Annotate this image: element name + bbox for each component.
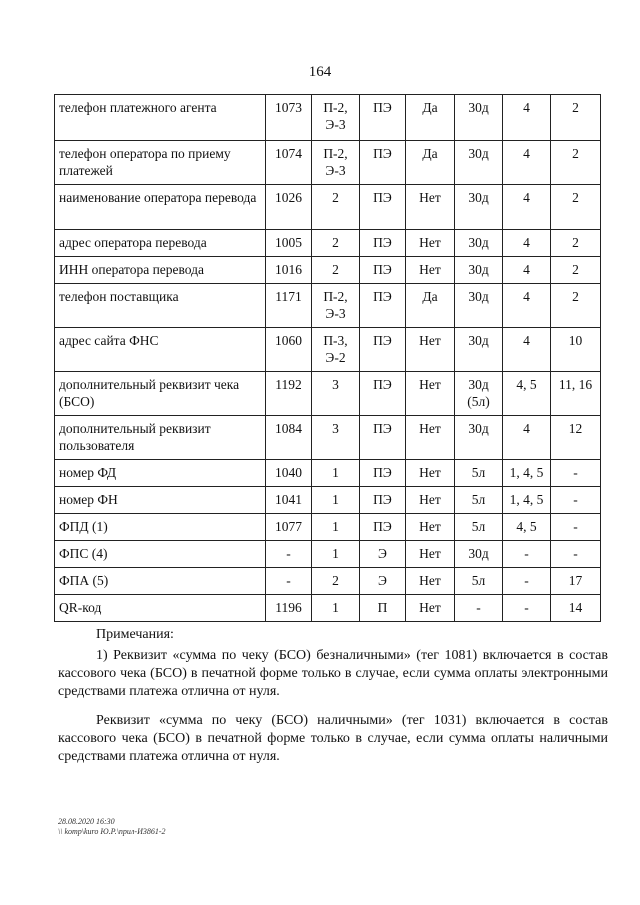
tag-cell: 1192 [266, 372, 312, 416]
note-cell: - [551, 487, 601, 514]
document-cell: 4 [503, 185, 551, 230]
format-cell: П-3, Э-2 [312, 328, 360, 372]
tag-cell: - [266, 541, 312, 568]
document-cell: 1, 4, 5 [503, 487, 551, 514]
note-cell: 10 [551, 328, 601, 372]
note-cell: 14 [551, 595, 601, 622]
mandatory-cell: Нет [406, 416, 455, 460]
note-cell: - [551, 514, 601, 541]
table-row [55, 372, 601, 416]
tag-cell: 1016 [266, 257, 312, 284]
document-cell: 4 [503, 416, 551, 460]
tag-cell: 1073 [266, 95, 312, 141]
footer-path: \\ komp\kuro Ю.Р.\прил-И3861-2 [58, 827, 166, 836]
format-cell: 1 [312, 514, 360, 541]
format-cell: 1 [312, 487, 360, 514]
table-row [55, 416, 601, 460]
name-cell: ФПА (5) [55, 568, 266, 595]
tag-cell: 1077 [266, 514, 312, 541]
mandatory-cell: Нет [406, 372, 455, 416]
table-row [55, 95, 601, 141]
form-cell: ПЭ [360, 95, 406, 141]
tag-cell: 1041 [266, 487, 312, 514]
note-cell: 2 [551, 95, 601, 141]
period-cell: 30д [455, 141, 503, 185]
format-cell: 3 [312, 416, 360, 460]
mandatory-cell: Нет [406, 185, 455, 230]
form-cell: ПЭ [360, 257, 406, 284]
note-cell: 2 [551, 257, 601, 284]
table-row [55, 284, 601, 328]
tag-cell: - [266, 568, 312, 595]
note-paragraph-2: Реквизит «сумма по чеку (БСО) наличными» (тег 1031) включается в состав кассового чека (БСО) в печатной форме только в случае, если сумма оплаты наличными средствами платежа отлична от нуля. [58, 713, 608, 764]
note-cell: 2 [551, 141, 601, 185]
mandatory-cell: Нет [406, 257, 455, 284]
name-cell: адрес сайта ФНС [55, 328, 266, 372]
name-cell: QR-код [55, 595, 266, 622]
format-cell: 2 [312, 230, 360, 257]
table-row [55, 185, 601, 230]
format-cell: 2 [312, 185, 360, 230]
form-cell: ПЭ [360, 185, 406, 230]
document-cell: - [503, 568, 551, 595]
notes-section [58, 626, 608, 766]
name-cell: ФПД (1) [55, 514, 266, 541]
name-cell: номер ФН [55, 487, 266, 514]
note-cell: 2 [551, 284, 601, 328]
format-cell: 1 [312, 595, 360, 622]
document-cell: 4, 5 [503, 514, 551, 541]
mandatory-cell: Нет [406, 568, 455, 595]
form-cell: ПЭ [360, 284, 406, 328]
name-cell: номер ФД [55, 460, 266, 487]
document-cell: 4, 5 [503, 372, 551, 416]
format-cell: П-2, Э-3 [312, 141, 360, 185]
document-cell: 4 [503, 284, 551, 328]
page-number: 164 [308, 64, 332, 80]
period-cell: 30д [455, 284, 503, 328]
form-cell: ПЭ [360, 416, 406, 460]
name-cell: дополнительный реквизит пользователя [55, 416, 266, 460]
document-cell: 1, 4, 5 [503, 460, 551, 487]
name-cell: адрес оператора перевода [55, 230, 266, 257]
requisites-table [54, 94, 601, 622]
mandatory-cell: Да [406, 141, 455, 185]
period-cell: 5л [455, 460, 503, 487]
mandatory-cell: Нет [406, 328, 455, 372]
note-cell: - [551, 541, 601, 568]
mandatory-cell: Нет [406, 514, 455, 541]
mandatory-cell: Да [406, 95, 455, 141]
note-cell: 11, 16 [551, 372, 601, 416]
tag-cell: 1026 [266, 185, 312, 230]
period-cell: 5л [455, 514, 503, 541]
period-cell: 5л [455, 487, 503, 514]
form-cell: Э [360, 541, 406, 568]
format-cell: 2 [312, 257, 360, 284]
mandatory-cell: Нет [406, 230, 455, 257]
period-cell: 30д [455, 230, 503, 257]
tag-cell: 1084 [266, 416, 312, 460]
form-cell: П [360, 595, 406, 622]
mandatory-cell: Нет [406, 460, 455, 487]
note-paragraph-1: 1) Реквизит «сумма по чеку (БСО) безналичными» (тег 1081) включается в состав кассового чека (БСО) в печатной форме только в случае, если сумма оплаты электронными средствами платежа отлична от нуля. [58, 648, 608, 699]
period-cell: 30д [455, 257, 503, 284]
form-cell: ПЭ [360, 328, 406, 372]
mandatory-cell: Да [406, 284, 455, 328]
footer-date: 28.08.2020 16:30 [58, 817, 115, 826]
format-cell: П-2, Э-3 [312, 95, 360, 141]
mandatory-cell: Нет [406, 595, 455, 622]
table-row [55, 257, 601, 284]
document-cell: - [503, 541, 551, 568]
table-row [55, 141, 601, 185]
format-cell: 2 [312, 568, 360, 595]
format-cell: 1 [312, 541, 360, 568]
mandatory-cell: Нет [406, 487, 455, 514]
table-row [55, 568, 601, 595]
table-row [55, 487, 601, 514]
table-row [55, 541, 601, 568]
table-row [55, 230, 601, 257]
form-cell: ПЭ [360, 372, 406, 416]
table-row [55, 514, 601, 541]
name-cell: ФПС (4) [55, 541, 266, 568]
notes-title: Примечания: [96, 627, 174, 642]
period-cell: 5л [455, 568, 503, 595]
form-cell: ПЭ [360, 514, 406, 541]
footer-stamp [58, 817, 166, 837]
note-cell: 2 [551, 185, 601, 230]
mandatory-cell: Нет [406, 541, 455, 568]
format-cell: 3 [312, 372, 360, 416]
document-cell: 4 [503, 328, 551, 372]
form-cell: ПЭ [360, 230, 406, 257]
form-cell: Э [360, 568, 406, 595]
period-cell: 30д [455, 95, 503, 141]
note-cell: - [551, 460, 601, 487]
document-cell: 4 [503, 95, 551, 141]
period-cell: 30д [455, 328, 503, 372]
table-row [55, 328, 601, 372]
tag-cell: 1040 [266, 460, 312, 487]
period-cell: - [455, 595, 503, 622]
document-cell: - [503, 595, 551, 622]
period-cell: 30д (5л) [455, 372, 503, 416]
document-cell: 4 [503, 141, 551, 185]
name-cell: дополнительный реквизит чека (БСО) [55, 372, 266, 416]
name-cell: телефон поставщика [55, 284, 266, 328]
tag-cell: 1171 [266, 284, 312, 328]
tag-cell: 1005 [266, 230, 312, 257]
table-row [55, 460, 601, 487]
note-cell: 2 [551, 230, 601, 257]
form-cell: ПЭ [360, 460, 406, 487]
tag-cell: 1196 [266, 595, 312, 622]
tag-cell: 1074 [266, 141, 312, 185]
period-cell: 30д [455, 541, 503, 568]
format-cell: П-2, Э-3 [312, 284, 360, 328]
note-cell: 17 [551, 568, 601, 595]
document-cell: 4 [503, 257, 551, 284]
table-row [55, 595, 601, 622]
name-cell: ИНН оператора перевода [55, 257, 266, 284]
period-cell: 30д [455, 185, 503, 230]
document-cell: 4 [503, 230, 551, 257]
note-cell: 12 [551, 416, 601, 460]
name-cell: наименование оператора перевода [55, 185, 266, 230]
form-cell: ПЭ [360, 141, 406, 185]
period-cell: 30д [455, 416, 503, 460]
format-cell: 1 [312, 460, 360, 487]
form-cell: ПЭ [360, 487, 406, 514]
tag-cell: 1060 [266, 328, 312, 372]
name-cell: телефон оператора по приему платежей [55, 141, 266, 185]
name-cell: телефон платежного агента [55, 95, 266, 141]
